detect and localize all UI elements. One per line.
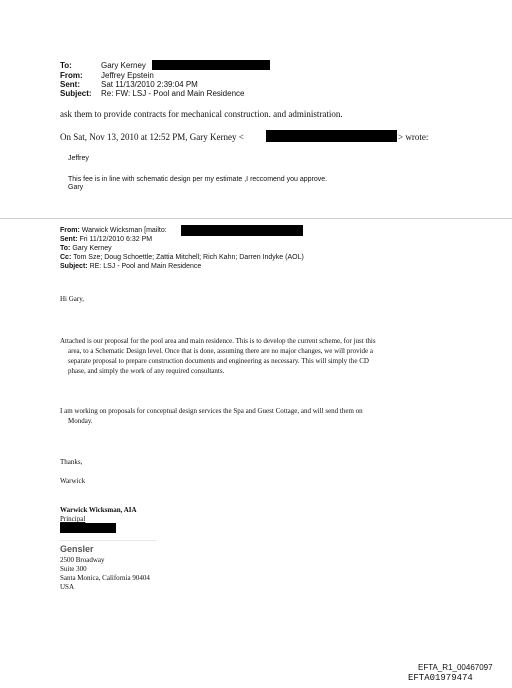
divider-line [0, 218, 512, 219]
email2-para2-line2: Monday. [68, 417, 93, 425]
signature-divider [60, 540, 156, 541]
subject-label: Subject: [60, 89, 92, 98]
email2-from-row [60, 227, 167, 234]
email1-body: ask them to provide contracts for mechanical construction. and administration. [60, 109, 343, 119]
email2-sent-value: Fri 11/12/2010 6:32 PM [79, 236, 153, 243]
redaction-bar [181, 225, 303, 236]
email2-name-short: Warwick [60, 477, 86, 485]
email2-cc-label: Cc: [60, 254, 72, 261]
email2-cc-value: Tom Sze; Doug Schoettle; Zattia Mitchell; Rich Kahn; Darren Indyke (AOL) [73, 254, 304, 261]
email2-subject-label: Subject: [60, 263, 88, 270]
redaction-bar [266, 130, 397, 142]
email2-para1-line1: Attached is our proposal for the pool area and main residence. This is to develop the current scheme, for just this [60, 337, 376, 345]
email2-para1-line3: separate proposal to prepare construction documents and engineering as necessary. This will simply the CD [68, 357, 369, 365]
signature-title: Principal [60, 515, 86, 523]
footer-id-2: EFTA01979474 [408, 673, 473, 683]
email2-sent-row [60, 236, 152, 243]
signature-company: Gensler [60, 544, 94, 554]
to-value: Gary Kerney [101, 61, 146, 70]
email2-greeting: Hi Gary, [60, 295, 85, 303]
email2-para1-line2: area, to a Schematic Design level. Once that is done, assuming there are no major changes, we will provide a [68, 347, 373, 355]
email2-para1-line4: phase, and simply the work of any required consultants. [68, 367, 225, 375]
quote-signoff: Gary [68, 184, 84, 191]
from-value: Jeffrey Epstein [101, 71, 154, 80]
quote-body: This fee is in line with schematic design per my estimate ,I reccomend you approve. [68, 176, 328, 183]
email2-from-value: Warwick Wicksman [mailto: [81, 227, 167, 234]
quote-intro-suffix: > wrote: [398, 132, 429, 142]
footer-id-1: EFTA_R1_00467097 [418, 663, 493, 672]
email2-para2-line1: I am working on proposals for conceptual design services the Spa and Guest Cottage, and will send them on [60, 407, 363, 415]
email2-sent-label: Sent: [60, 236, 78, 243]
signature-name: Warwick Wicksman, AIA [60, 506, 137, 514]
signature-address2: Suite 300 [60, 565, 87, 573]
email2-subject-value: RE: LSJ - Pool and Main Residence [89, 263, 202, 270]
to-label: To: [60, 61, 72, 70]
email2-to-value: Gary Kerney [72, 245, 112, 252]
signature-address1: 2500 Broadway [60, 556, 105, 564]
from-label: From: [60, 71, 83, 80]
email2-to-label: To: [60, 245, 71, 252]
redaction-bar [152, 60, 270, 70]
redaction-bar [60, 523, 116, 533]
signature-address3: Santa Monica, California 90404 [60, 574, 150, 582]
sent-label: Sent: [60, 80, 80, 89]
email2-from-label: From: [60, 227, 80, 234]
email2-thanks: Thanks, [60, 458, 83, 466]
quote-greeting: Jeffrey [68, 155, 89, 162]
email2-subject-row [60, 263, 201, 270]
sent-value: Sat 11/13/2010 2:39:04 PM [101, 80, 198, 89]
email2-cc-row [60, 254, 304, 261]
email2-to-row [60, 245, 112, 252]
signature-address4: USA [60, 583, 75, 591]
quote-intro-prefix: On Sat, Nov 13, 2010 at 12:52 PM, Gary Kerney < [60, 132, 244, 142]
subject-value: Re: FW: LSJ - Pool and Main Residence [101, 89, 245, 98]
